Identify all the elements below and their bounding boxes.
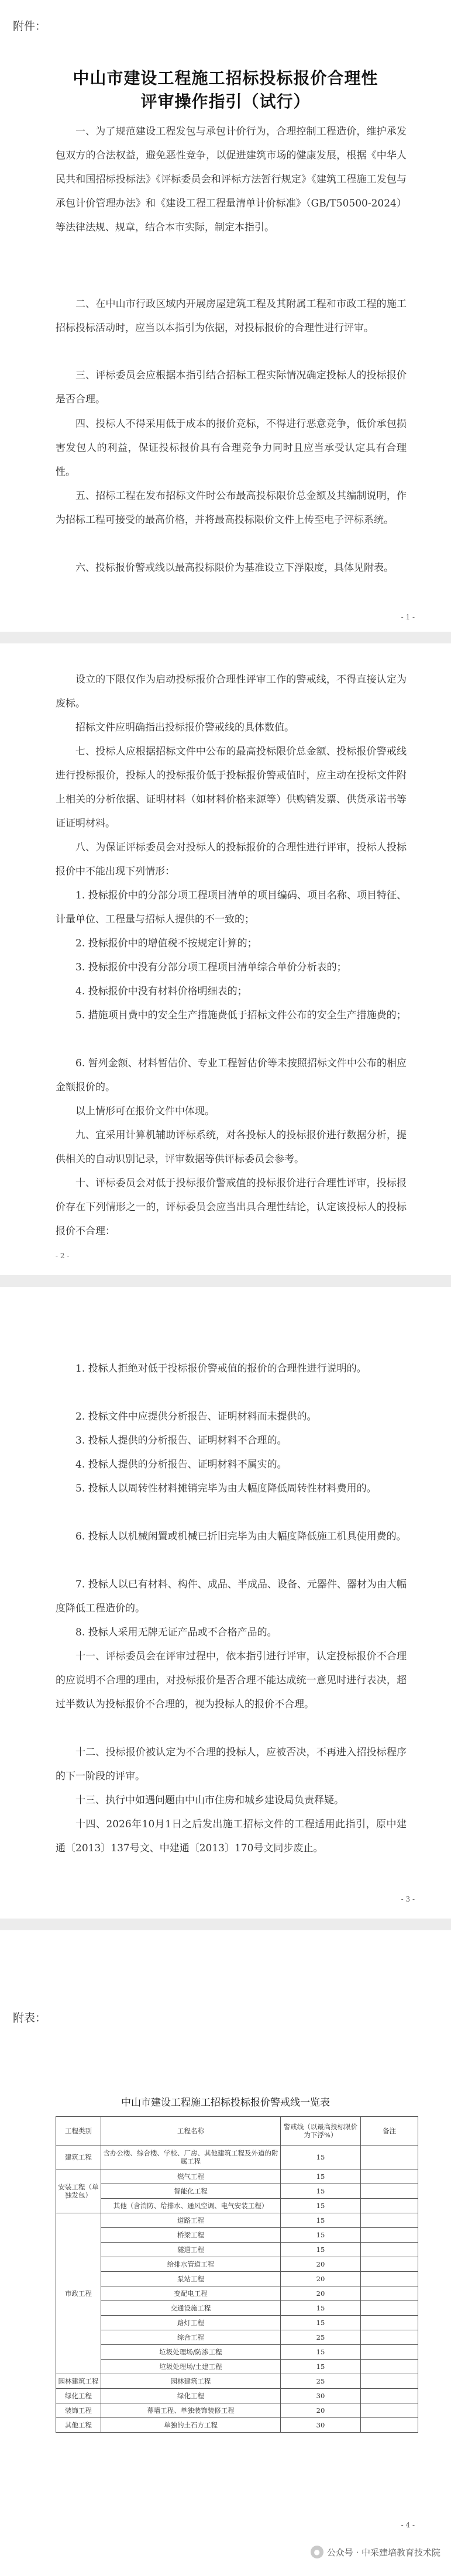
paragraph: 5. 措施项目费中的安全生产措施费低于招标文件公布的安全生产措施费的； (75, 1010, 407, 1021)
table-row (56, 2169, 418, 2184)
remark-cell (361, 2243, 418, 2257)
attachment-label: 附件： (13, 20, 47, 33)
table-row (56, 2213, 418, 2228)
category-cell: 安装工程（单独发包） (56, 2169, 101, 2213)
remark-cell (361, 2257, 418, 2272)
value-cell: 15 (281, 2184, 361, 2199)
paragraph: 十一、评标委员会在评审过程中，依本指引进行评审，认定投标报价不合理的应说明不合理的理由，对投标报价是否合理不能达成统一意见时进行表决，超过半数认为投标报价不合理的，视为投标人的报价不合理。 (56, 1651, 407, 1710)
document-title-line2: 评审操作指引（试行） (140, 92, 311, 111)
remark-cell (361, 2418, 418, 2433)
value-cell: 15 (281, 2199, 361, 2213)
page-number: - 3 - (401, 1895, 415, 1903)
table-row (56, 2418, 418, 2433)
value-cell: 15 (281, 2145, 361, 2169)
document-page-4 (0, 1930, 451, 2576)
table-title: 中山市建设工程施工招标投标报价警戒线一览表 (121, 2097, 330, 2109)
paragraph: 二、在中山市行政区域内开展房屋建筑工程及其附属工程和市政工程的施工招标投标活动时，应当以本指引为依据，对投标报价的合理性进行评审。 (56, 298, 407, 334)
watermark (311, 2546, 440, 2558)
paragraph: 十四、2026年10月1日之后发出施工招标文件的工程适用此指引，原中建通〔2013〕137号文、中建通〔2013〕170号文同步废止。 (56, 1819, 407, 1854)
name-cell: 燃气工程 (101, 2169, 281, 2184)
name-cell: 变配电工程 (101, 2286, 281, 2301)
paragraph: 八、为保证评标委员会对投标人的投标报价的合理性进行评审，投标人投标报价中不能出现下列情形： (56, 842, 407, 877)
table-row (56, 2403, 418, 2418)
name-cell: 泵站工程 (101, 2272, 281, 2286)
paragraph: 十二、投标报价被认定为不合理的投标人，应被否决，不再进入招投标程序的下一阶段的评审。 (56, 1747, 407, 1782)
remark-cell (361, 2169, 418, 2184)
document-page-3 (0, 1287, 451, 1919)
paragraph: 5. 投标人以周转性材料摊销完毕为由大幅度降低周转性材料费用的。 (75, 1483, 377, 1494)
paragraph: 4. 投标人提供的分析报告、证明材料不属实的。 (75, 1459, 287, 1470)
paragraph: 六、投标报价警戒线以最高投标限价为基准设立下浮限度，具体见附表。 (75, 562, 394, 574)
paragraph: 九、宜采用计算机辅助评标系统，对各投标人的投标报价进行数据分析，提供相关的自动识别记录，评审数据等供评标委员会参考。 (56, 1129, 407, 1165)
category-cell: 其他工程 (56, 2418, 101, 2433)
paragraph: 4. 投标报价中没有材料价格明细表的； (75, 986, 247, 997)
page-number: - 4 - (401, 2521, 415, 2529)
name-cell: 路灯工程 (101, 2316, 281, 2330)
remark-cell (361, 2374, 418, 2389)
paragraph: 七、投标人应根据招标文件中公布的最高投标限价总金额、投标报价警戒线进行投标报价，投标人的投标报价低于投标报价警戒值时，应主动在投标文件附上相关的分析依据、证明材料（如材料价格来源等）供购销发票、供货承诺书等证证明材料。 (56, 746, 407, 829)
column-header: 备注 (361, 2117, 418, 2145)
table-row (56, 2374, 418, 2389)
name-cell: 含办公楼、综合楼、学校、厂房、其他建筑工程及外道的附属工程 (101, 2145, 281, 2169)
category-cell: 建筑工程 (56, 2145, 101, 2169)
value-cell: 30 (281, 2389, 361, 2403)
page-separator (0, 632, 451, 643)
remark-cell (361, 2213, 418, 2228)
name-cell: 园林建筑工程 (101, 2374, 281, 2389)
table-row (56, 2228, 418, 2243)
table-row (56, 2316, 418, 2330)
value-cell: 15 (281, 2345, 361, 2360)
warning-line-table (56, 2116, 418, 2433)
table-row (56, 2243, 418, 2257)
name-cell: 道路工程 (101, 2213, 281, 2228)
value-cell: 15 (281, 2228, 361, 2243)
page-separator (0, 1919, 451, 1930)
column-header: 工程类别 (56, 2117, 101, 2145)
remark-cell (361, 2403, 418, 2418)
paragraph: 以上情形可在报价文件中体现。 (75, 1106, 215, 1117)
document-page-2 (0, 643, 451, 1275)
name-cell: 单独的土石方工程 (101, 2418, 281, 2433)
remark-cell (361, 2360, 418, 2374)
remark-cell (361, 2184, 418, 2199)
remark-cell (361, 2145, 418, 2169)
name-cell: 隧道工程 (101, 2243, 281, 2257)
paragraph: 7. 投标人以已有材料、构件、成品、半成品、设备、元器件、器材为由大幅度降低工程造价的。 (56, 1579, 407, 1614)
name-cell: 交通设施工程 (101, 2301, 281, 2316)
table-row (56, 2360, 418, 2374)
paragraph: 四、投标人不得采用低于成本的报价竞标，不得进行恶意竞争，低价承包损害发包人的利益，保证投标报价具有合理竞争力同时且应当承受认定具有合理性。 (56, 418, 407, 478)
remark-cell (361, 2228, 418, 2243)
attachment-label: 附表： (13, 2012, 47, 2024)
name-cell: 垃圾处理场/土建工程 (101, 2360, 281, 2374)
paragraph: 2. 投标报价中的增值税不按规定计算的； (75, 938, 257, 949)
category-cell: 装饰工程 (56, 2403, 101, 2418)
paragraph: 三、评标委员会应根据本指引结合招标工程实际情况确定投标人的投标报价是否合理。 (56, 370, 407, 405)
name-cell: 垃圾处理场/防渗工程 (101, 2345, 281, 2360)
value-cell: 15 (281, 2213, 361, 2228)
name-cell: 幕墙工程、单独装饰装修工程 (101, 2403, 281, 2418)
table-row (56, 2301, 418, 2316)
paragraph: 招标文件应明确指出投标报价警戒线的具体数值。 (75, 722, 294, 733)
table-row (56, 2286, 418, 2301)
column-header: 警戒线（以最高投标限价为下浮%） (281, 2117, 361, 2145)
page-number: - 1 - (401, 613, 415, 621)
table-header-row (56, 2117, 418, 2145)
column-header: 工程名称 (101, 2117, 281, 2145)
name-cell: 给排水管道工程 (101, 2257, 281, 2272)
paragraph: 一、为了规范建设工程发包与承包计价行为，合理控制工程造价，维护承发包双方的合法权益，避免恶性竞争，以促进建筑市场的健康发展，根据《中华人民共和国招标投标法》《评标委员会和评标方法暂行规定》《建筑工程施工发包与承包计价管理办法》和《建设工程工程量清单计价标准》（GB/T50500-2024）等法律法规、规章，结合本市实际，制定本指引。 (56, 126, 407, 233)
value-cell: 20 (281, 2403, 361, 2418)
wechat-icon: ● (311, 2546, 323, 2558)
category-cell: 园林建筑工程 (56, 2374, 101, 2389)
category-cell: 绿化工程 (56, 2389, 101, 2403)
table-row (56, 2199, 418, 2213)
remark-cell (361, 2389, 418, 2403)
paragraph: 五、招标工程在发布招标文件时公布最高投标限价总金额及其编制说明，作为招标工程可接受的最高价格，并将最高投标限价文件上传至电子评标系统。 (56, 490, 407, 526)
remark-cell (361, 2330, 418, 2345)
remark-cell (361, 2345, 418, 2360)
paragraph: 3. 投标人提供的分析报告、证明材料不合理的。 (75, 1435, 287, 1447)
watermark-text: 公众号 · 中采建培教育技术院 (326, 2547, 440, 2558)
table-row (56, 2257, 418, 2272)
value-cell: 30 (281, 2418, 361, 2433)
paragraph: 1. 投标报价中的分部分项工程项目清单的项目编码、项目名称、项目特征、计量单位、工程量与招标人提供的不一致的； (56, 890, 407, 925)
remark-cell (361, 2199, 418, 2213)
table-row (56, 2272, 418, 2286)
name-cell: 智能化工程 (101, 2184, 281, 2199)
value-cell: 20 (281, 2257, 361, 2272)
category-cell: 市政工程 (56, 2213, 101, 2374)
value-cell: 20 (281, 2286, 361, 2301)
document-title-line1: 中山市建设工程施工招标投标报价合理性 (73, 68, 378, 88)
paragraph: 6. 投标人以机械闲置或机械已折旧完毕为由大幅度降低施工机具使用费的。 (75, 1531, 407, 1542)
table-row (56, 2145, 418, 2169)
paragraph: 1. 投标人拒绝对低于投标报价警戒值的报价的合理性进行说明的。 (75, 1363, 367, 1375)
value-cell: 15 (281, 2316, 361, 2330)
paragraph: 十、评标委员会对低于投标报价警戒值的投标报价进行合理性评审，投标报价存在下列情形之一的，评标委员会应当出具合理性结论，认定该投标人的投标报价不合理： (56, 1177, 407, 1237)
remark-cell (361, 2272, 418, 2286)
value-cell: 15 (281, 2360, 361, 2374)
paragraph: 2. 投标文件中应提供分析报告、证明材料而未提供的。 (75, 1411, 317, 1423)
page-number: - 2 - (56, 1252, 70, 1260)
table-row (56, 2330, 418, 2345)
remark-cell (361, 2316, 418, 2330)
value-cell: 15 (281, 2243, 361, 2257)
value-cell: 20 (281, 2272, 361, 2286)
paragraph: 3. 投标报价中没有分部分项工程项目清单综合单价分析表的； (75, 962, 347, 973)
paragraph: 设立的下限仅作为启动投标报价合理性评审工作的警戒线，不得直接认定为废标。 (56, 674, 407, 710)
value-cell: 15 (281, 2301, 361, 2316)
page-separator (0, 1275, 451, 1287)
paragraph: 6. 暂列金额、材料暂估价、专业工程暂估价等未按照招标文件中公布的相应金额报价的。 (56, 1058, 407, 1093)
name-cell: 桥梁工程 (101, 2228, 281, 2243)
table-row (56, 2184, 418, 2199)
name-cell: 绿化工程 (101, 2389, 281, 2403)
value-cell: 15 (281, 2169, 361, 2184)
paragraph: 十三、执行中如遇问题由中山市住房和城乡建设局负责释疑。 (75, 1795, 344, 1806)
remark-cell (361, 2301, 418, 2316)
remark-cell (361, 2286, 418, 2301)
value-cell: 25 (281, 2374, 361, 2389)
name-cell: 综合工程 (101, 2330, 281, 2345)
table-row (56, 2389, 418, 2403)
paragraph: 8. 投标人采用无牌无证产品或不合格产品的。 (75, 1627, 277, 1638)
table-row (56, 2345, 418, 2360)
value-cell: 25 (281, 2330, 361, 2345)
name-cell: 其他（含消防、给排水、通风空调、电气安装工程） (101, 2199, 281, 2213)
document-page-1 (0, 0, 451, 632)
